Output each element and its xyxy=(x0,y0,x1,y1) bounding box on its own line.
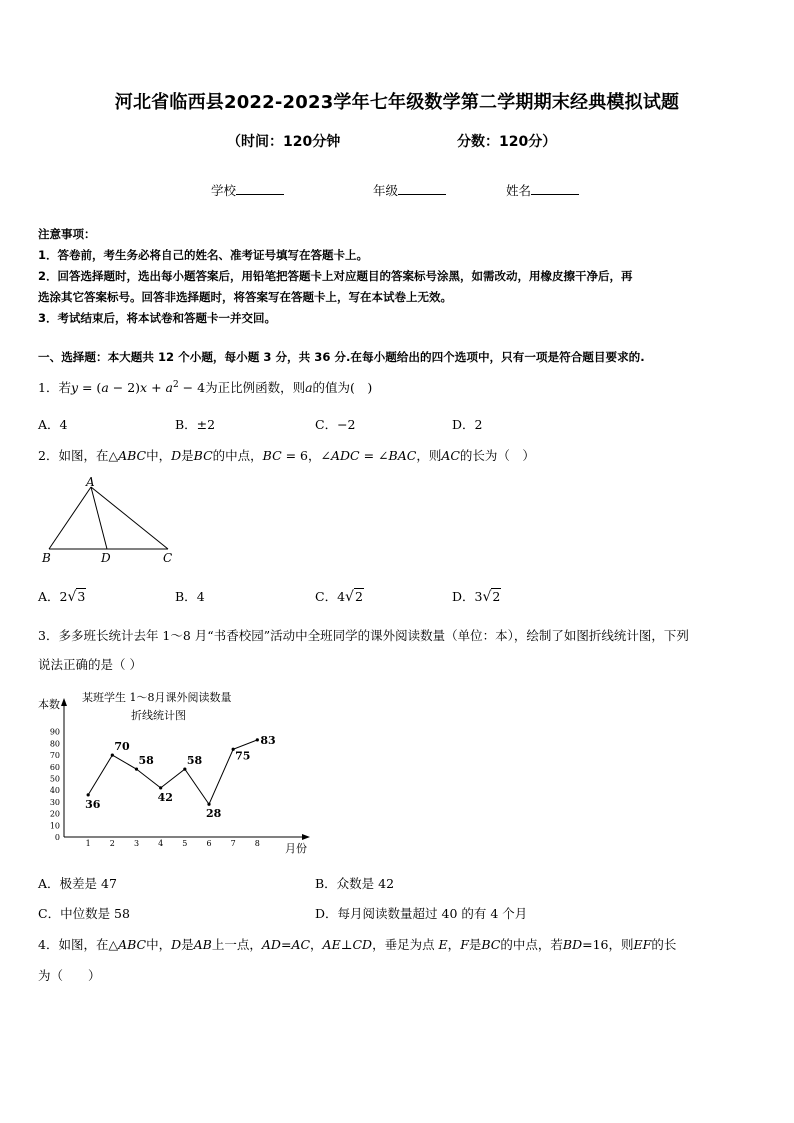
page-title: 河北省临西县2022-2023学年七年级数学第二学期期末经典模拟试题 xyxy=(114,92,680,113)
q2-option-d: D．3√2 xyxy=(452,589,501,605)
q1-var-y: y xyxy=(70,380,79,395)
question-3-line1: 3．多多班长统计去年 1～8 月“书香校园”活动中全班同学的课外阅读数量（单位：本），绘制了如图折线统计图，下列 xyxy=(38,628,689,643)
q1-exponent: 2 xyxy=(172,379,179,390)
q2-text: 的中点， xyxy=(212,448,263,463)
school-field xyxy=(211,181,284,199)
grade-label: 年级 xyxy=(373,183,399,198)
y-tick-label: 90 xyxy=(49,727,60,737)
y-tick-label: 80 xyxy=(49,739,60,749)
q4-text: 4．如图，在△ xyxy=(38,937,119,952)
x-tick-label: 7 xyxy=(230,839,236,848)
section-heading: 一、选择题：本大题共 12 个小题，每小题 3 分，共 36 分.在每小题给出的四个选项中，只有一项是符合题目要求的. xyxy=(38,350,645,364)
data-point xyxy=(111,754,114,757)
q2-text: = ∠ xyxy=(359,448,389,463)
notes-item: 1．答卷前，考生务必将自己的姓名、准考证号填写在答题卡上。 xyxy=(38,248,368,262)
q1-var-a3: a xyxy=(305,380,313,395)
name-label: 姓名 xyxy=(506,183,532,198)
q1-option-a: A．4 xyxy=(38,417,68,432)
data-label: 42 xyxy=(157,790,173,804)
q4-math: EF xyxy=(633,937,652,952)
chart-title: 某班学生 1～8月课外阅读数量 xyxy=(82,691,232,704)
q2-text: 2．如图，在△ xyxy=(38,448,119,463)
chart-subtitle: 折线统计图 xyxy=(131,709,186,722)
y-tick-label: 60 xyxy=(49,762,60,772)
q2-math: AC xyxy=(441,448,460,463)
data-point xyxy=(183,768,186,771)
y-tick-label: 0 xyxy=(54,833,60,842)
q4-math: E xyxy=(438,937,448,952)
q4-math: AC xyxy=(291,937,311,952)
q2-option-radicand: 2 xyxy=(354,589,363,604)
x-tick-label: 5 xyxy=(182,839,188,848)
q2-text: = 6，∠ xyxy=(281,448,331,463)
q4-math: ABC xyxy=(118,937,147,952)
triangle-figure xyxy=(36,474,186,566)
q2-option-letter: B． xyxy=(175,589,197,604)
x-tick-label: 2 xyxy=(109,839,115,848)
q2-math: D xyxy=(171,448,182,463)
notes-heading: 注意事项： xyxy=(38,227,96,241)
q2-option-b xyxy=(175,587,205,605)
q2-math: BC xyxy=(193,448,213,463)
data-point xyxy=(256,738,259,741)
x-tick-label: 6 xyxy=(206,839,212,848)
q2-option-c: C．4√2 xyxy=(315,589,363,605)
q4-text: ，垂足为点 xyxy=(372,937,439,952)
name-blank xyxy=(531,183,579,195)
q2-text: 中， xyxy=(146,448,172,463)
q4-text: = xyxy=(280,937,292,952)
question-2 xyxy=(38,446,535,464)
notes-item: 选涂其它答案标号。回答非选择题时，将答案写在答题卡上，写在本试卷上无效。 xyxy=(38,290,452,304)
q1-option-c: C．−2 xyxy=(315,417,356,432)
data-point xyxy=(207,803,210,806)
x-tick-label: 3 xyxy=(133,839,140,848)
q1-eq: = ( xyxy=(78,380,102,395)
q1-option-b: B．±2 xyxy=(175,417,216,432)
q1-plus: + xyxy=(147,380,166,395)
point-b-label: B xyxy=(42,551,51,565)
q2-text: 的长为（ ） xyxy=(459,448,535,463)
q4-math: AE xyxy=(322,937,341,952)
q2-option-letter: C． xyxy=(315,589,338,604)
q3-option-a: A．极差是 47 xyxy=(38,876,117,891)
data-point xyxy=(87,793,90,796)
point-d-label: D xyxy=(101,551,111,565)
name-field xyxy=(506,181,579,199)
q1-suffix1: 为正比例函数，则 xyxy=(205,380,306,395)
exam-time: （时间：120分钟 xyxy=(227,134,341,150)
x-tick-label: 8 xyxy=(254,839,260,848)
notes-block xyxy=(38,224,762,329)
data-label: 58 xyxy=(138,754,154,768)
grade-field xyxy=(373,181,446,199)
q4-text: 中， xyxy=(146,937,172,952)
q4-text: ， xyxy=(310,937,323,952)
data-label: 75 xyxy=(235,749,251,763)
question-4-line1 xyxy=(38,935,676,953)
question-3-line2: 说法正确的是（ ） xyxy=(38,657,142,672)
q4-text: 上一点， xyxy=(211,937,262,952)
question-4-line2: 为（ ） xyxy=(38,968,101,983)
point-c-label: C xyxy=(163,551,173,565)
data-label: 70 xyxy=(114,740,130,754)
data-point xyxy=(135,768,138,771)
q1-var-a: a xyxy=(101,380,109,395)
data-label: 28 xyxy=(206,807,222,821)
q4-math: AD xyxy=(261,937,281,952)
q4-text: =16，则 xyxy=(582,937,634,952)
notes-item: 3．考试结束后，将本试卷和答题卡一并交回。 xyxy=(38,311,276,325)
q4-text: 是 xyxy=(181,937,194,952)
q2-math: BC xyxy=(262,448,282,463)
q3-option-d: D．每月阅读数量超过 40 的有 4 个月 xyxy=(315,906,528,921)
chart-xlabel: 月份 xyxy=(285,842,307,855)
q1-var-a2: a xyxy=(165,380,173,395)
y-tick-label: 40 xyxy=(49,786,60,796)
x-axis-arrow xyxy=(302,834,310,840)
notes-item: 2．回答选择题时，选出每小题答案后，用铅笔把答题卡上对应题目的答案标号涂黑，如需改动，用橡皮擦干净后，再 xyxy=(38,269,633,283)
school-blank xyxy=(236,183,284,195)
q2-option-radicand: 2 xyxy=(492,589,501,604)
data-label: 83 xyxy=(260,733,276,747)
q1-var-x: x xyxy=(140,380,148,395)
q2-math: ABC xyxy=(118,448,147,463)
q1-minus4: − 4 xyxy=(178,380,206,395)
y-tick-label: 70 xyxy=(49,751,60,761)
q2-option-letter: A． xyxy=(38,589,60,604)
q2-option-a: A．2√3 xyxy=(38,589,86,605)
q4-text: 是 xyxy=(468,937,482,952)
q2-option-coef: 4 xyxy=(337,589,346,604)
q1-suffix2: 的值为( ) xyxy=(312,380,373,395)
y-tick-label: 10 xyxy=(49,821,60,831)
y-tick-label: 30 xyxy=(49,797,60,807)
q1-mid: − 2) xyxy=(108,380,141,395)
q4-math: CD xyxy=(352,937,373,952)
x-tick-label: 4 xyxy=(158,839,164,848)
q3-option-b: B．众数是 42 xyxy=(315,876,395,891)
q4-text: ， xyxy=(447,937,461,952)
q4-math: AB xyxy=(193,937,212,952)
q4-text: 的中点，若 xyxy=(500,937,563,952)
point-a-label: A xyxy=(86,475,95,489)
exam-score: 分数：120分） xyxy=(457,134,557,150)
q1-option-d: D．2 xyxy=(452,417,483,432)
q2-option-letter: D． xyxy=(452,589,475,604)
q3-option-c: C．中位数是 58 xyxy=(38,906,130,921)
segment-ac xyxy=(91,487,168,549)
q2-option-coef: 4 xyxy=(196,589,205,604)
grade-blank xyxy=(398,183,446,195)
q4-text: 的长 xyxy=(651,937,677,952)
line-chart xyxy=(34,688,324,858)
q4-math: BD xyxy=(562,937,583,952)
q2-math: BAC xyxy=(388,448,417,463)
y-axis-arrow xyxy=(61,698,67,706)
question-1 xyxy=(38,378,372,396)
school-label: 学校 xyxy=(211,183,237,198)
q2-option-coef: 3 xyxy=(474,589,483,604)
q1-prefix: 1．若 xyxy=(38,380,71,395)
q2-math: ADC xyxy=(331,448,360,463)
q4-math: F xyxy=(460,937,469,952)
q4-text: ⊥ xyxy=(340,937,353,952)
segment-ad xyxy=(91,487,107,549)
data-label: 58 xyxy=(186,754,203,768)
q4-math: D xyxy=(171,937,182,952)
q2-text: ，则 xyxy=(416,448,442,463)
chart-ylabel: 本数 xyxy=(38,698,60,711)
x-tick-label: 1 xyxy=(85,839,91,848)
q2-text: 是 xyxy=(181,448,194,463)
q4-math: BC xyxy=(481,937,501,952)
q2-option-radicand: 3 xyxy=(77,589,86,604)
data-point xyxy=(159,786,162,789)
y-tick-label: 20 xyxy=(49,809,60,819)
data-label: 36 xyxy=(85,797,101,811)
y-tick-label: 50 xyxy=(49,774,60,784)
segment-ab xyxy=(49,487,91,549)
q2-option-coef: 2 xyxy=(59,589,68,604)
